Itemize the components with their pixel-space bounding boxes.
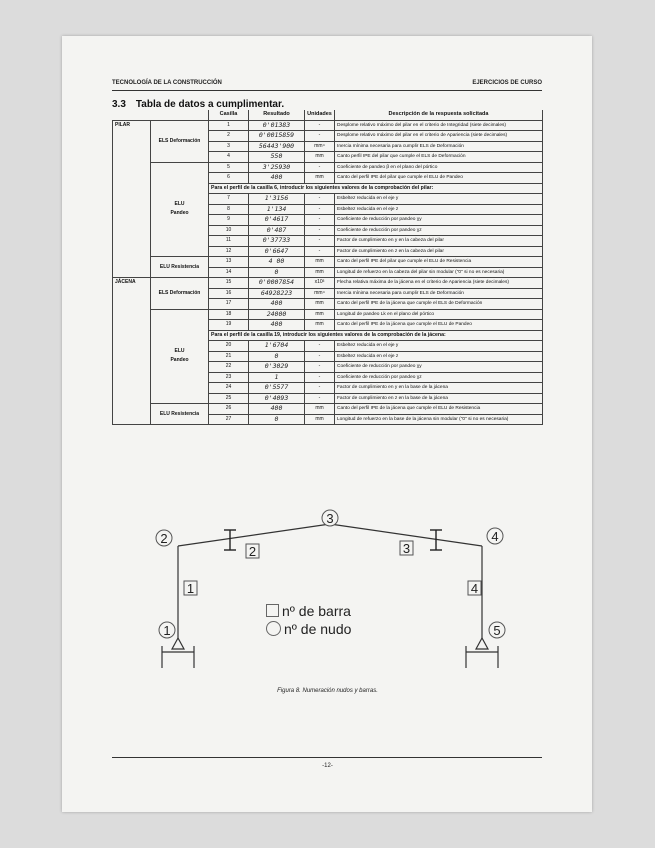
bar-2-line (178, 524, 330, 546)
cell-casilla: 25 (209, 393, 249, 404)
table-row (113, 257, 543, 268)
cell-descripcion: Flecha relativa máxima de la jácena en el criterio de Apariencia (siete decimales) (335, 278, 543, 289)
cell-resultado: 3'25930 (249, 162, 305, 173)
cell-descripcion: Desplome relativo máximo del pilar en el criterio de Apariencia (siete decimales) (335, 131, 543, 142)
cell-descripcion: Esbeltez reducida en el eje y (335, 341, 543, 352)
header-right: EJERCICIOS DE CURSO (472, 80, 542, 86)
table-row (113, 162, 543, 173)
legend-node-row (266, 620, 351, 638)
cell-descripcion: Canto del perfil IPE del pilar que cumple el ELU de Resistencia (335, 257, 543, 268)
cell-resultado: 0'0015859 (249, 131, 305, 142)
node-label: 4 (491, 529, 499, 544)
group-label: PILAR (113, 120, 151, 278)
node-1-marker (159, 622, 175, 638)
cell-unidades: - (305, 351, 335, 362)
cell-casilla: 15 (209, 278, 249, 289)
node-4-marker (487, 528, 503, 544)
cell-descripcion: Longitud de pandeo Lk en el plano del pórtico (335, 309, 543, 320)
bar-3-marker (400, 541, 413, 556)
group-label: JÁCENA (113, 278, 151, 425)
node-label: 5 (493, 623, 501, 638)
bar-2-marker (246, 544, 259, 559)
cell-unidades: - (305, 246, 335, 257)
bar-label: 4 (470, 581, 479, 596)
support-right-icon (466, 638, 498, 668)
cell-descripcion: Coeficiente de pandeo β en el plano del pórtico (335, 162, 543, 173)
subgroup-label (151, 162, 209, 257)
cell-descripcion: Factor de cumplimiento en y en la base de la jácena (335, 383, 543, 394)
cell-descripcion: Esbeltez reducida en el eje y (335, 194, 543, 205)
cell-resultado: 1'3156 (249, 194, 305, 205)
cell-resultado: 0 (249, 351, 305, 362)
cell-casilla: 8 (209, 204, 249, 215)
cell-unidades: x10³ (305, 278, 335, 289)
cell-casilla: 24 (209, 383, 249, 394)
cell-unidades: - (305, 383, 335, 394)
cell-resultado: 1 (249, 372, 305, 383)
table-body (113, 120, 543, 425)
cell-unidades: mm (305, 299, 335, 310)
cell-casilla: 21 (209, 351, 249, 362)
cell-unidades: mm (305, 309, 335, 320)
cell-resultado: 0'5577 (249, 383, 305, 394)
cell-resultado: 64928223 (249, 288, 305, 299)
legend-bar-label: nº de barra (282, 603, 351, 619)
cell-descripcion: Canto del perfil IPE del pilar que cumple el ELU de Pandeo (335, 173, 543, 184)
cell-unidades: - (305, 162, 335, 173)
footer-rule (112, 757, 542, 758)
cell-resultado: 0'4093 (249, 393, 305, 404)
cell-descripcion: Factor de cumplimiento en y en la cabeza del pilar (335, 236, 543, 247)
cell-descripcion: Factor de cumplimiento en z en la cabeza del pilar (335, 246, 543, 257)
cell-descripcion: Esbeltez reducida en el eje z (335, 351, 543, 362)
cell-descripcion: Canto del perfil IPE de la jácena que cumple el ELS de Deformación (335, 299, 543, 310)
node-label: 1 (163, 623, 171, 638)
cell-resultado: 0'6647 (249, 246, 305, 257)
figure-caption: Figura 8. Numeración nudos y barras. (277, 688, 378, 694)
cell-unidades: mm (305, 152, 335, 163)
subgroup-line: ELU (174, 348, 185, 355)
cell-unidades: mm (305, 257, 335, 268)
cell-unidades: - (305, 362, 335, 373)
cell-unidades: mm (305, 404, 335, 415)
cell-resultado: 550 (249, 152, 305, 163)
node-3-marker (322, 510, 338, 526)
support-left-icon (162, 638, 194, 668)
table-row (113, 120, 543, 131)
cell-resultado: 0'4617 (249, 215, 305, 226)
cell-unidades: - (305, 204, 335, 215)
cell-casilla: 4 (209, 152, 249, 163)
cell-resultado: 400 (249, 173, 305, 184)
subgroup-label: ELU Resistencia (151, 404, 209, 425)
cell-resultado: 1'6704 (249, 341, 305, 352)
cell-descripcion: Factor de cumplimiento en z en la base de la jácena (335, 393, 543, 404)
cell-unidades: mm⁴ (305, 288, 335, 299)
section-heading: Tabla de datos a cumplimentar. (135, 99, 285, 110)
cell-resultado: 400 (249, 299, 305, 310)
bar-4-marker (468, 581, 481, 596)
col-header-descripcion: Descripción de la respuesta solicitada (335, 110, 543, 120)
cell-casilla: 20 (209, 341, 249, 352)
table-row (113, 404, 543, 415)
cell-casilla: 7 (209, 194, 249, 205)
legend-node-label: nº de nudo (284, 621, 352, 637)
subgroup-label (151, 309, 209, 404)
cell-casilla: 19 (209, 320, 249, 331)
subgroup-label: ELS Deformación (151, 278, 209, 310)
subgroup-line: Pandeo (170, 357, 189, 364)
figure-legend (266, 602, 351, 638)
cell-resultado: 0 (249, 414, 305, 425)
cell-resultado: 0 (249, 267, 305, 278)
col-header-unidades: Unidades (305, 110, 335, 120)
legend-bar-row (266, 602, 351, 620)
bar-label: 1 (186, 581, 195, 596)
subgroup-line: Pandeo (170, 210, 189, 217)
cell-unidades: mm (305, 173, 335, 184)
cell-unidades: - (305, 215, 335, 226)
cell-descripcion: Longitud de refuerzo en la cabeza del pilar sin modular ("0" si no es necesaria) (335, 267, 543, 278)
cell-descripcion: Inercia mínima necesaria para cumplir ELS de Deformación (335, 288, 543, 299)
cell-unidades: mm (305, 320, 335, 331)
cell-casilla: 26 (209, 404, 249, 415)
cell-casilla: 22 (209, 362, 249, 373)
cell-descripcion: Coeficiente de reducción por pandeo χz (335, 372, 543, 383)
cell-descripcion: Canto del perfil IPE de la jácena que cumple el ELU de Pandeo (335, 320, 543, 331)
col-header-casilla: Casilla (209, 110, 249, 120)
cell-resultado: 1'134 (249, 204, 305, 215)
cell-descripcion: Desplome relativo máximo del pilar en el criterio de Integridad (siete decimales) (335, 120, 543, 131)
cell-casilla: 3 (209, 141, 249, 152)
node-2-marker (156, 530, 172, 546)
cell-descripcion: Coeficiente de reducción por pandeo χz (335, 225, 543, 236)
cell-resultado: 400 (249, 404, 305, 415)
subgroup-line: ELU (174, 201, 185, 208)
cell-resultado: 0'487 (249, 225, 305, 236)
cell-unidades: mm (305, 414, 335, 425)
square-icon (266, 604, 279, 617)
table-row (113, 309, 543, 320)
cell-unidades: - (305, 225, 335, 236)
cell-descripcion: Canto del perfil IPE de la jácena que cumple el ELU de Resistencia (335, 404, 543, 415)
cell-descripcion: Esbeltez reducida en el eje z (335, 204, 543, 215)
node-5-marker (489, 622, 505, 638)
table-row (113, 278, 543, 289)
cell-casilla: 12 (209, 246, 249, 257)
cell-casilla: 5 (209, 162, 249, 173)
note-text: Para el perfil de la casilla 19, introducir los siguientes valores de la comprobación de la jácena: (209, 330, 543, 341)
cell-unidades: - (305, 194, 335, 205)
subgroup-label: ELU Resistencia (151, 257, 209, 278)
cell-descripcion: Coeficiente de reducción por pandeo χy (335, 362, 543, 373)
note-text: Para el perfil de la casilla 6, introducir los siguientes valores de la comprobación del pilar: (209, 183, 543, 194)
circle-icon (266, 621, 281, 636)
cell-casilla: 27 (209, 414, 249, 425)
cell-casilla: 23 (209, 372, 249, 383)
cell-resultado: 0'3029 (249, 362, 305, 373)
bar-label: 2 (248, 544, 257, 559)
cell-descripcion: Longitud de refuerzo en la base de la jácena sin modular ("0" si no es necesaria) (335, 414, 543, 425)
cell-casilla: 11 (209, 236, 249, 247)
data-table (112, 110, 543, 425)
cell-casilla: 16 (209, 288, 249, 299)
cell-unidades: - (305, 341, 335, 352)
cell-resultado: 0'0007854 (249, 278, 305, 289)
portal-frame-diagram (150, 508, 510, 678)
cell-casilla: 1 (209, 120, 249, 131)
cell-unidades: mm (305, 267, 335, 278)
cell-resultado: 56443'900 (249, 141, 305, 152)
cell-descripcion: Inercia mínima necesaria para cumplir ELS de Deformación (335, 141, 543, 152)
cell-descripcion: Canto perfil IPE del pilar que cumple el ELS de Deformación (335, 152, 543, 163)
cell-resultado: 24000 (249, 309, 305, 320)
cell-casilla: 18 (209, 309, 249, 320)
cell-unidades: - (305, 372, 335, 383)
page-number: -12- (322, 763, 333, 769)
cell-casilla: 10 (209, 225, 249, 236)
cell-descripcion: Coeficiente de reducción por pandeo χy (335, 215, 543, 226)
col-header-resultado: Resultado (249, 110, 305, 120)
cell-casilla: 2 (209, 131, 249, 142)
node-label: 2 (160, 531, 168, 546)
bar-label: 3 (402, 541, 411, 556)
cell-resultado: 4 00 (249, 257, 305, 268)
section-number: 3.3 (112, 99, 126, 110)
cell-casilla: 13 (209, 257, 249, 268)
i-section-icon (224, 530, 236, 550)
node-label: 3 (326, 511, 334, 526)
cell-unidades: - (305, 131, 335, 142)
cell-casilla: 17 (209, 299, 249, 310)
cell-unidades: - (305, 236, 335, 247)
bar-1-marker (184, 581, 197, 596)
section-title (112, 99, 294, 110)
cell-casilla: 6 (209, 173, 249, 184)
cell-unidades: - (305, 393, 335, 404)
cell-resultado: 0'01383 (249, 120, 305, 131)
cell-resultado: 400 (249, 320, 305, 331)
subgroup-label: ELS Deformación (151, 120, 209, 162)
cell-resultado: 0'37733 (249, 236, 305, 247)
cell-unidades: mm⁴ (305, 141, 335, 152)
cell-unidades: - (305, 120, 335, 131)
page-header (112, 78, 542, 91)
cell-casilla: 9 (209, 215, 249, 226)
cell-casilla: 14 (209, 267, 249, 278)
header-left: TECNOLOGÍA DE LA CONSTRUCCIÓN (112, 80, 222, 86)
